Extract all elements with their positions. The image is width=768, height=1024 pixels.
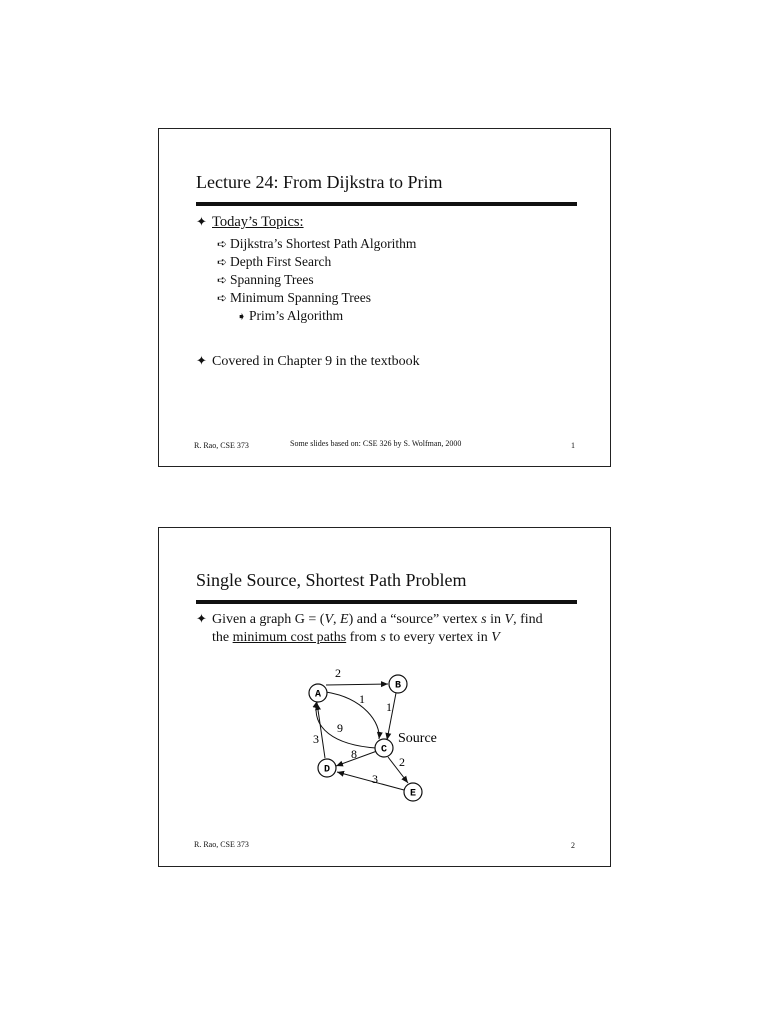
math-var: V	[324, 612, 334, 627]
weight-e-d: 3	[372, 772, 378, 786]
graph-node-e	[404, 783, 422, 801]
subsubitem-text: Prim’s Algorithm	[249, 308, 344, 323]
text-segment: to every vertex in	[385, 630, 492, 645]
node-label: C	[380, 744, 388, 756]
arrow-bullet-icon: ➪	[217, 255, 228, 269]
edge-c-e	[388, 757, 408, 783]
math-var: V	[491, 630, 500, 645]
node-label: A	[314, 689, 322, 701]
subitem-text: Depth First Search	[230, 254, 332, 269]
footer-page-number: 2	[571, 841, 575, 850]
subitem-spanning-trees	[217, 272, 314, 288]
weight-d-a: 3	[313, 732, 319, 746]
subitem-mst	[217, 290, 371, 306]
text-segment: ) and a “source” vertex	[348, 612, 482, 627]
arrow-bullet-icon: ➪	[217, 291, 228, 305]
arrow-bullet-icon: ➪	[217, 237, 228, 251]
text-segment: in	[486, 612, 505, 627]
bullet-text: Covered in Chapter 9 in the textbook	[212, 354, 420, 369]
text-segment: the	[212, 630, 233, 645]
underlined-text: minimum cost paths	[232, 630, 347, 645]
source-label: Source	[398, 731, 437, 746]
edge-d-a	[317, 703, 325, 758]
subitem-dfs	[217, 254, 331, 270]
footer-page-number: 1	[571, 441, 575, 450]
text-segment: from	[346, 630, 381, 645]
edge-a-c	[326, 692, 379, 739]
subitem-dijkstra	[217, 236, 416, 252]
subsubitem-prim	[237, 308, 343, 324]
footer-author: R. Rao, CSE 373	[194, 441, 249, 450]
graph-node-a	[309, 684, 327, 702]
star-bullet-icon: ✦	[196, 214, 207, 229]
math-var: s	[481, 612, 487, 627]
text-segment: ,	[333, 612, 341, 627]
slide-2-title: Single Source, Shortest Path Problem	[196, 570, 467, 590]
edge-a-b	[326, 684, 388, 685]
title-rule	[196, 202, 577, 206]
weight-c-a: 9	[337, 721, 343, 735]
subitem-text: Spanning Trees	[230, 272, 314, 287]
bullet-todays-topics	[196, 214, 304, 231]
bullet-chapter	[196, 353, 420, 370]
math-var: s	[380, 630, 386, 645]
node-label: D	[323, 764, 331, 776]
math-var: V	[504, 612, 514, 627]
footer-credit: Some slides based on: CSE 326 by S. Wolfman, 2000	[290, 439, 462, 448]
weight-a-b: 2	[335, 666, 341, 680]
graph-node-b	[389, 675, 407, 693]
node-label: E	[409, 788, 417, 800]
slide-2	[158, 527, 611, 867]
text-segment: Given a graph G = (	[212, 612, 325, 627]
bullet-text: Today’s Topics:	[212, 214, 304, 230]
weight-c-d: 8	[351, 747, 357, 761]
edge-c-a	[316, 701, 376, 748]
slide-1-title: Lecture 24: From Dijkstra to Prim	[196, 172, 443, 192]
weight-a-c: 1	[359, 692, 365, 706]
subitem-text: Minimum Spanning Trees	[230, 290, 372, 305]
text-segment: , find	[513, 612, 543, 627]
edge-e-d	[337, 772, 404, 790]
weight-c-e: 2	[399, 755, 405, 769]
graph-node-d	[318, 759, 336, 777]
weight-b-c: 1	[386, 700, 392, 714]
star-bullet-icon: ✦	[196, 611, 207, 626]
node-label: B	[394, 680, 402, 692]
arrow-bullet-icon: ➧	[237, 311, 247, 323]
graph-node-c	[375, 739, 393, 757]
math-var: E	[340, 612, 349, 627]
subitem-text: Dijkstra’s Shortest Path Algorithm	[230, 236, 417, 251]
star-bullet-icon: ✦	[196, 353, 207, 368]
footer-author: R. Rao, CSE 373	[194, 840, 249, 849]
slide-1	[158, 128, 611, 467]
arrow-bullet-icon: ➪	[217, 273, 228, 287]
shortest-path-graph	[159, 528, 610, 866]
